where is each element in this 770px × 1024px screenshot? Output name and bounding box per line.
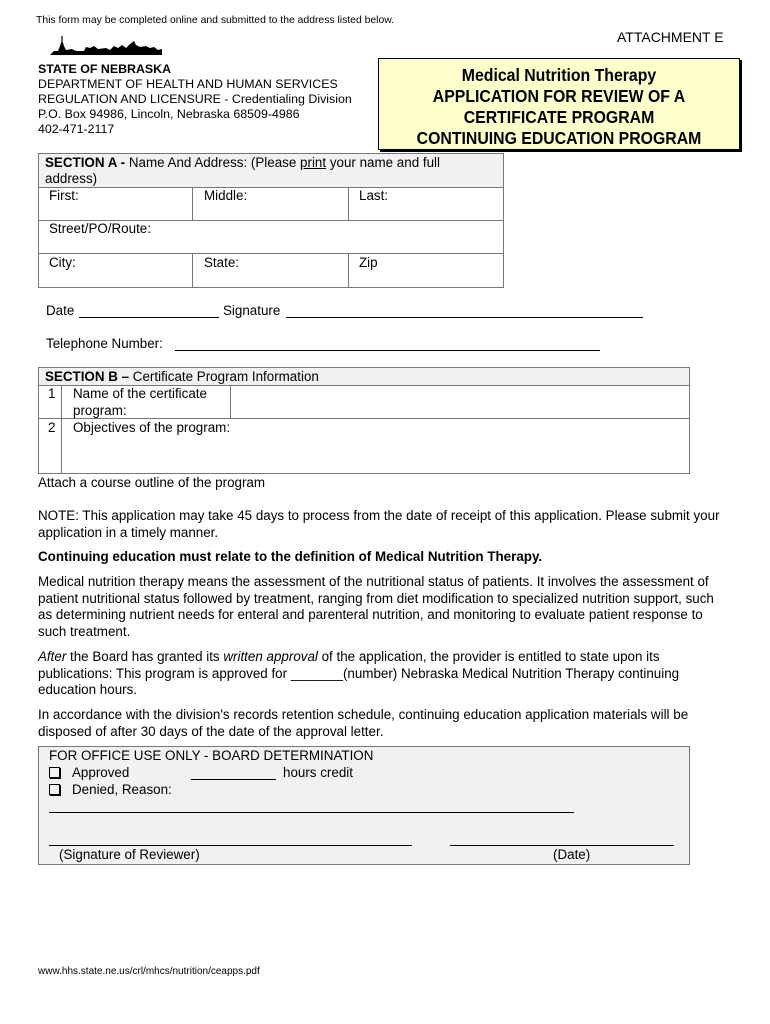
signature-label: Signature <box>223 303 281 318</box>
program-name-label: Name of the certificate program: <box>73 386 207 418</box>
street-field[interactable]: Street/PO/Route: <box>49 221 151 236</box>
divider <box>348 253 349 287</box>
title-line-4: CONTINUING EDUCATION PROGRAM <box>416 128 702 148</box>
middle-name-field[interactable]: Middle: <box>204 188 248 203</box>
section-b-heading: SECTION B – Certificate Program Information <box>39 368 689 385</box>
review-date-label: (Date) <box>553 847 591 862</box>
title-line-2: APPLICATION FOR REVIEW OF A <box>432 86 686 106</box>
section-b-table <box>38 367 690 474</box>
review-date-line[interactable] <box>450 845 674 846</box>
hours-input-line[interactable] <box>191 779 276 780</box>
agency-dept: DEPARTMENT OF HEALTH AND HUMAN SERVICES <box>38 77 338 91</box>
mnt-definition: Medical nutrition therapy means the assessment of the nutritional status of patients. It involves the assessment of patient nutritional status followed by treatment, ranging from diet modification to specialized nutrition support, such as determining nutrient needs for enteral and parenteral nutrition, and monitoring to evaluate patient response to such treatment. <box>38 574 714 639</box>
footer-url: www.hhs.state.ne.us/crl/mhcs/nutrition/ceapps.pdf <box>38 966 260 977</box>
reviewer-signature-line[interactable] <box>49 845 412 846</box>
mnt-requirement: Continuing education must relate to the definition of Medical Nutrition Therapy. <box>38 549 543 564</box>
agency-address: P.O. Box 94986, Lincoln, Nebraska 68509-4986 <box>38 107 300 121</box>
title-line-1: Medical Nutrition Therapy <box>461 65 657 85</box>
retention-statement: In accordance with the division's records retention schedule, continuing education application materials will be disposed of after 30 days of the date of the approval letter. <box>38 707 689 739</box>
zip-field[interactable]: Zip <box>359 255 378 270</box>
agency-phone: 402-471-2117 <box>38 122 115 136</box>
reviewer-signature-label: (Signature of Reviewer) <box>59 847 200 862</box>
nebraska-skyline-logo <box>50 34 162 56</box>
attach-instruction: Attach a course outline of the program <box>38 475 266 490</box>
agency-division: REGULATION AND LICENSURE - Credentialing Division <box>38 92 352 106</box>
agency-state: STATE OF NEBRASKA <box>38 62 172 76</box>
divider <box>61 385 62 473</box>
telephone-label: Telephone Number: <box>46 336 163 351</box>
divider <box>39 253 503 254</box>
signature-input-line[interactable] <box>286 317 643 318</box>
date-input-line[interactable] <box>79 317 219 318</box>
divider <box>192 253 193 287</box>
agency-block <box>38 62 352 137</box>
attachment-label: ATTACHMENT E <box>617 29 724 45</box>
hours-credit-label: hours credit <box>283 765 353 780</box>
approved-option[interactable]: Approved <box>49 765 129 780</box>
approved-checkbox[interactable] <box>49 767 60 778</box>
date-label: Date <box>46 303 75 318</box>
processing-note: NOTE: This application may take 45 days to process from the date of receipt of this application. Please submit your application in a timely manner. <box>38 508 720 540</box>
top-note: This form may be completed online and submitted to the address listed below. <box>36 15 395 26</box>
telephone-input-line[interactable] <box>175 350 600 351</box>
section-a-heading: SECTION A - Name And Address: (Please print your name and full address) <box>39 154 503 187</box>
state-field[interactable]: State: <box>204 255 239 270</box>
first-name-field[interactable]: First: <box>49 188 79 203</box>
reason-input-line[interactable] <box>49 812 574 813</box>
form-title-box <box>378 58 740 150</box>
approval-statement: After the Board has granted its written approval of the application, the provider is entitled to state upon its publications: This program is approved for _______(number) Nebraska Medical Nutrition Therapy continuing education hours. <box>38 649 680 697</box>
row-number: 2 <box>48 420 56 435</box>
divider <box>348 187 349 220</box>
objectives-field[interactable]: Objectives of the program: <box>73 420 231 435</box>
divider <box>192 187 193 220</box>
office-use-heading: FOR OFFICE USE ONLY - BOARD DETERMINATION <box>49 748 374 763</box>
denied-checkbox[interactable] <box>49 784 60 795</box>
divider <box>39 187 503 188</box>
denied-option[interactable]: Denied, Reason: <box>49 782 172 797</box>
title-line-3: CERTIFICATE PROGRAM <box>463 107 655 127</box>
row-number: 1 <box>48 386 56 401</box>
program-name-input[interactable] <box>231 386 688 418</box>
section-a-table <box>38 153 504 288</box>
last-name-field[interactable]: Last: <box>359 188 389 203</box>
city-field[interactable]: City: <box>49 255 76 270</box>
office-use-box <box>38 746 690 865</box>
